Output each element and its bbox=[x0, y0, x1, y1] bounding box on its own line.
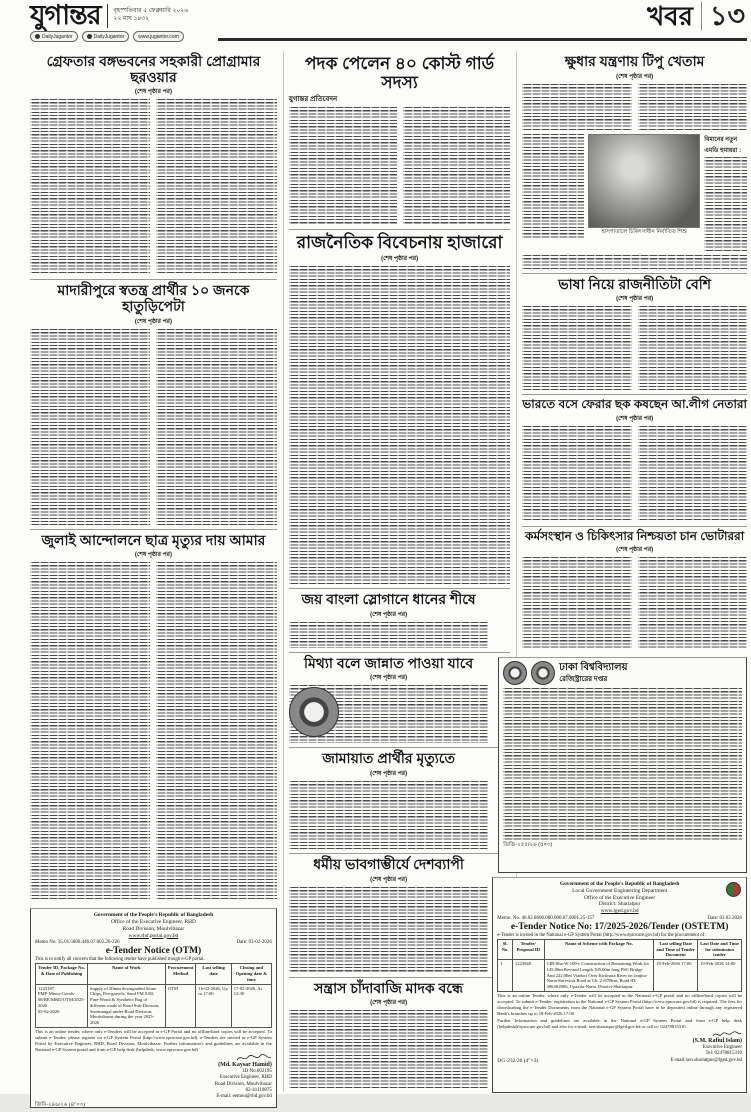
article-headline: কর্মসংস্থান ও চিকিৎসার নিশ্চয়তা চান ভোটাররা bbox=[525, 528, 745, 543]
seal-icon bbox=[289, 687, 339, 737]
article-body bbox=[522, 306, 747, 390]
table-row bbox=[498, 960, 742, 992]
signatory-line: ID No.602195 bbox=[243, 1069, 272, 1075]
col-header: Last Date and Time for submission tender bbox=[698, 939, 742, 959]
memo-number: Memo. No. 46.02.8600.000.000.07.0001.25-157 bbox=[497, 915, 595, 921]
tender-gov-header bbox=[35, 912, 272, 939]
continued-note: (শেষ পৃষ্ঠার পর) bbox=[134, 318, 172, 325]
article-terror-extortion-drugs bbox=[289, 977, 510, 1093]
article-headline: ভারতে বসে ফেরার ছক কষছেন আ.লীগ নেতারা bbox=[522, 397, 747, 412]
continued-note: (শেষ পৃষ্ঠার পর) bbox=[616, 296, 654, 303]
article-body bbox=[30, 562, 277, 900]
article-language-politics bbox=[522, 273, 747, 395]
gov-line: Local Government Engineering Department bbox=[572, 887, 668, 894]
article-body bbox=[704, 157, 747, 253]
table-row bbox=[36, 984, 272, 1027]
article-headline: সন্ত্রাস চাঁদাবাজি মাদক বন্ধে bbox=[314, 979, 464, 996]
gov-line: Government of the People's Republic of Bangladesh bbox=[93, 912, 214, 919]
article-body bbox=[289, 1010, 488, 1088]
continued-note: (শেষ পৃষ্ঠার পর) bbox=[134, 89, 172, 96]
signatory-line: 02-41110875 bbox=[245, 1087, 272, 1093]
memo-date: Date: 03.02.2026 bbox=[707, 915, 742, 921]
article-headline: ধর্মীয় ভাবগাম্ভীর্যে দেশব্যাপী bbox=[313, 856, 464, 873]
facebook-icon bbox=[35, 34, 40, 39]
continued-note: (শেষ পৃষ্ঠার পর) bbox=[370, 611, 408, 618]
photo-caption: হাসপাতালে চিকিৎসাধীন নির্যাতিত শিশু bbox=[601, 228, 687, 235]
article-headline: জুলাই আন্দোলনে ছাত্র মৃত্যুর দায় আমার bbox=[41, 531, 266, 548]
col-header: Last selling date bbox=[196, 964, 231, 984]
signatory-line: Executive Engineer bbox=[702, 1045, 742, 1051]
last-selling-date: 18-Feb-2026 17:00 bbox=[654, 960, 698, 992]
continued-note: (শেষ পৃষ্ঠার পর) bbox=[370, 675, 408, 682]
page-number-divider bbox=[701, 2, 702, 30]
article-tipu-hunger bbox=[522, 51, 747, 273]
article-byline: যুগান্তর প্রতিবেদন bbox=[288, 96, 338, 104]
du-notice bbox=[498, 657, 747, 873]
signature-icon bbox=[712, 1031, 742, 1038]
tender-table bbox=[35, 963, 272, 1027]
article-body bbox=[289, 887, 488, 973]
page-number: ১৩ bbox=[709, 0, 745, 31]
article-madaripur-hammer bbox=[30, 279, 277, 528]
tender-intro: This is to notify all concern that the following tender have published trough e-GP portal. bbox=[35, 957, 205, 963]
article-body bbox=[289, 781, 488, 849]
article-body bbox=[30, 329, 277, 525]
tender-intro: e-Tender is invited in the National e-GP System Portal (http://www.eprocure.gov.bd) for the procurement of : bbox=[497, 932, 707, 938]
signatory-line: Road Division, Moulvibazar bbox=[214, 1081, 272, 1087]
article-body bbox=[289, 685, 488, 743]
article-headline: পদক পেলেন ৪০ কোস্ট গার্ড সদস্য bbox=[305, 54, 495, 93]
col-header: Last selling Date and Time of Tender Document bbox=[654, 939, 698, 959]
du-notice-subheading: রেজিস্ট্রারের দপ্তর bbox=[559, 675, 608, 683]
column-middle bbox=[283, 51, 510, 1092]
signature-block bbox=[35, 1054, 272, 1101]
procurement-method: OTM bbox=[165, 984, 196, 1027]
tender-id: 1223187 bbox=[38, 985, 55, 991]
university-seal-icon bbox=[503, 661, 527, 685]
article-body-photo-row bbox=[522, 134, 747, 253]
gov-url: www.rhd.portal.gov.bd bbox=[128, 932, 179, 939]
masthead bbox=[0, 0, 751, 49]
tender-package: PMP-Minor-Goods-08/RE/MRD/OTM/2025-2026 bbox=[38, 991, 85, 1008]
col-header: Closing and Opening date & time bbox=[231, 964, 271, 984]
date-bangla: ২২ মাঘ ১৪৩২ bbox=[113, 15, 150, 22]
tender-paragraph-2: Further Information and guidelines are available in the National e-GP System Portal and from e-GP help desk (helpdesk@eprocure.gov.bd) and also for e-mail: xen.shariatpur@lged.gov.bd or call to: 02478815310. bbox=[497, 1017, 742, 1029]
article-joy-bangla-slogan bbox=[289, 588, 510, 652]
masthead-divider bbox=[107, 4, 108, 28]
work-name: Supply of 20mm downgraded Stone Chips, Pea-gravels, Sand FM 0.80, Fine-Wood & Synthetic Bag of different roads of Road Sub-Division, Sreemangal under Road Division, Moulvibazar during the year 2025-2026 bbox=[87, 984, 165, 1027]
closing-date: 17-02-2026, At 12:30 bbox=[231, 984, 271, 1027]
section-title: খবর bbox=[647, 1, 693, 31]
continued-note: (শেষ পৃষ্ঠার পর) bbox=[370, 876, 408, 883]
gov-line: Government of the People's Republic of Bangladesh bbox=[559, 881, 680, 888]
tender-table bbox=[497, 939, 742, 992]
signatory-line: Tel: 02478815310 bbox=[705, 1051, 742, 1057]
gov-line: Office of the Executive Engineer bbox=[584, 894, 656, 901]
article-headline: মাদারীপুরে স্বতন্ত্র প্রার্থীর ১০ জনকে হাতুড়িপেটা bbox=[57, 282, 250, 315]
twitter-badge bbox=[82, 31, 130, 42]
article-false-jannat bbox=[289, 652, 510, 748]
article-subhead: বিমানের নতুন এমডি হুমায়রা : bbox=[704, 136, 742, 154]
continued-note: (শেষ পৃষ্ঠার পর) bbox=[616, 415, 654, 422]
article-jamaat-candidate-death bbox=[289, 747, 510, 853]
last-selling-date: 16-02-2026, Up to 17:00 bbox=[196, 984, 231, 1027]
col-header: Procurement Method bbox=[165, 964, 196, 984]
signatory-name: (Md. Kaysar Hamid) bbox=[218, 1061, 272, 1068]
article-headline: জয় বাংলা স্লোগানে ধানের শীষে bbox=[301, 591, 476, 608]
gov-line: Road Division, Moulvibazar bbox=[122, 925, 185, 932]
article-body bbox=[522, 134, 584, 238]
facebook-handle: DailyJugantor bbox=[42, 33, 73, 40]
twitter-icon bbox=[87, 34, 92, 39]
jugantor-logo: যুগান্তর bbox=[30, 0, 101, 30]
signatory-name: (S.M. Rafiul Islam) bbox=[692, 1037, 742, 1044]
ad-reference: ডিজি-২৫৫/২৬ (৫×৩) bbox=[503, 842, 553, 849]
continued-note: (শেষ পৃষ্ঠার পর) bbox=[370, 771, 408, 778]
article-headline: জামায়াত প্রার্থীর মৃত্যুতে bbox=[322, 750, 455, 767]
article-body bbox=[289, 266, 510, 584]
article-religious-solemnity bbox=[289, 853, 510, 977]
article-headline: ক্ষুধার যন্ত্রণায় টিপু খেতাম bbox=[564, 53, 705, 69]
memo-date: Date: 03-02-2026 bbox=[236, 940, 272, 946]
gov-line: Office of the Executive Engineer, RHD bbox=[110, 919, 196, 926]
article-political-consideration bbox=[289, 229, 510, 588]
article-headline: রাজনৈতিক বিবেচনায় হাজারো bbox=[296, 233, 503, 253]
article-headline: মিথ্যা বলে জান্নাত পাওয়া যাবে bbox=[303, 654, 474, 671]
scheme-name: CIB-Sha-W-109-c Construction of Remaining Work for 145.00m Revised Length 105.00m long PSC Bridge And 222.00m Viaduct Over Kirtinasa River on Janjira-Naria-Sureswar Road at Ch. 2+870km, Road ID: 3064S2006, Upazila-Naria, District-Shariatpur. bbox=[544, 960, 654, 992]
gov-line: District: Shariatpur bbox=[598, 901, 641, 908]
col-header: Name of Scheme with Package No. bbox=[544, 939, 654, 959]
signature-icon bbox=[236, 1054, 272, 1062]
continued-note: (শেষ পৃষ্ঠার পর) bbox=[134, 552, 172, 559]
column-left bbox=[30, 51, 277, 1108]
article-body-bottom bbox=[522, 255, 747, 269]
article-body bbox=[30, 99, 277, 275]
facebook-badge bbox=[30, 31, 78, 42]
col-header: Name of Work bbox=[87, 964, 165, 984]
tender-notice-lged bbox=[492, 877, 747, 1093]
news-photo bbox=[588, 134, 700, 228]
page-content bbox=[0, 49, 751, 1112]
continued-note: (শেষ পৃষ্ঠার পর) bbox=[381, 256, 419, 263]
ad-reference: DG-232/26 (4″×3) bbox=[497, 1057, 539, 1064]
website-badge bbox=[133, 31, 184, 42]
article-headline: গ্রেফতার বঙ্গভবনের সহকারী প্রোগ্রামার ছরওয়ার bbox=[46, 53, 261, 85]
signature-block bbox=[671, 1031, 742, 1064]
article-voters-demands bbox=[522, 526, 747, 653]
registrar-seal-icon bbox=[531, 661, 555, 685]
tender-paragraph-1: This is an online Tender, where only e-Tender will be accepted in the National e-GP portal and no offline/hard copies will be accepted. To submit e-Tender, registration in the National e-GP System Portal (http://www.eprocure.gov.bd) is required. The fees for downloading the e-Tender Documents from the National e-GP System Portal have to be deposited online through any registered Bank's branches up to 18-Feb-2026 17:00 bbox=[497, 992, 742, 1016]
article-bangabhaban-programmer bbox=[30, 51, 277, 279]
tender-id: 1223940 bbox=[512, 960, 544, 992]
tender-footnote: This is an online tender, where only e-Tenders will be accepted in e-GP Portal and no offline/hard copies will be accepted. To submit e-Tender, please register on e-GP System Portal (http://www.eprocure.gov.bd). e-Tenders are invited in e-GP System Portal by Executive Engineer, RHD, Road Division, Moulvibazar. Further information's and guidelines are available in the National e-GP System portal and from e-GP help desk (helpdesk: www.eprocure.gov.bd) bbox=[35, 1028, 272, 1052]
tender-publish-date: 03-02-2026 bbox=[38, 1008, 60, 1014]
article-headline: ভাষা নিয়ে রাজনীতিটা বেশি bbox=[558, 275, 712, 292]
continued-note: (শেষ পৃষ্ঠার পর) bbox=[616, 73, 654, 80]
article-awami-league-return-plot bbox=[522, 394, 747, 525]
signatory-line: E-mail: eemou@rhd.gov.bd bbox=[216, 1094, 272, 1100]
article-coastguard-medal bbox=[289, 51, 510, 229]
twitter-handle: DailyJugantor bbox=[93, 33, 125, 40]
column-right bbox=[497, 51, 747, 1093]
last-submission-date: 19-Feb-2026 14:00 bbox=[698, 960, 742, 992]
article-body bbox=[522, 557, 747, 649]
signatory-line: E-mail:xen.shariatpur@lged.gov.bd bbox=[670, 1057, 742, 1063]
serial-number: 1 bbox=[498, 960, 513, 992]
article-body bbox=[522, 426, 747, 522]
tender-title: e-Tender Notice No: 17/2025-2026/Tender (OSTETM) bbox=[510, 921, 729, 932]
masthead-rule bbox=[218, 38, 747, 41]
col-header: Sl. No. bbox=[498, 939, 513, 959]
continued-note: (শেষ পৃষ্ঠার পর) bbox=[616, 547, 654, 554]
col-header: Tender/ Proposal ID bbox=[512, 939, 544, 959]
du-notice-heading: ঢাকা বিশ্ববিদ্যালয় bbox=[559, 661, 628, 673]
website-url: www.jugantor.com bbox=[138, 33, 179, 40]
article-july-movement bbox=[30, 529, 277, 905]
tender-title: e-Tender Notice (OTM) bbox=[105, 946, 202, 957]
ad-reference: জিবি-২৪৬/২৬ (৪″×৩) bbox=[35, 1102, 85, 1109]
du-notice-body bbox=[503, 688, 742, 840]
col-header: Tender ID, Package No. & Date of Publishing bbox=[36, 964, 88, 984]
signatory-line: Executive Engineer, RHD bbox=[219, 1075, 272, 1081]
tender-notice-rhd bbox=[30, 908, 277, 1108]
date-gregorian: বৃহস্পতিবার ৫ ফেব্রুয়ারি ২০২৬ bbox=[113, 7, 189, 14]
social-badges bbox=[30, 31, 188, 42]
article-body bbox=[289, 622, 488, 648]
gov-url: www.lged.gov.bd bbox=[600, 908, 639, 915]
memo-number: Memo No. 35.01.5800.446.07.002.26-226 bbox=[35, 940, 120, 946]
article-body-top bbox=[522, 84, 747, 132]
tender-gov-header bbox=[497, 881, 742, 915]
continued-note: (শেষ পৃষ্ঠার পর) bbox=[370, 1000, 408, 1007]
article-body bbox=[289, 107, 510, 225]
